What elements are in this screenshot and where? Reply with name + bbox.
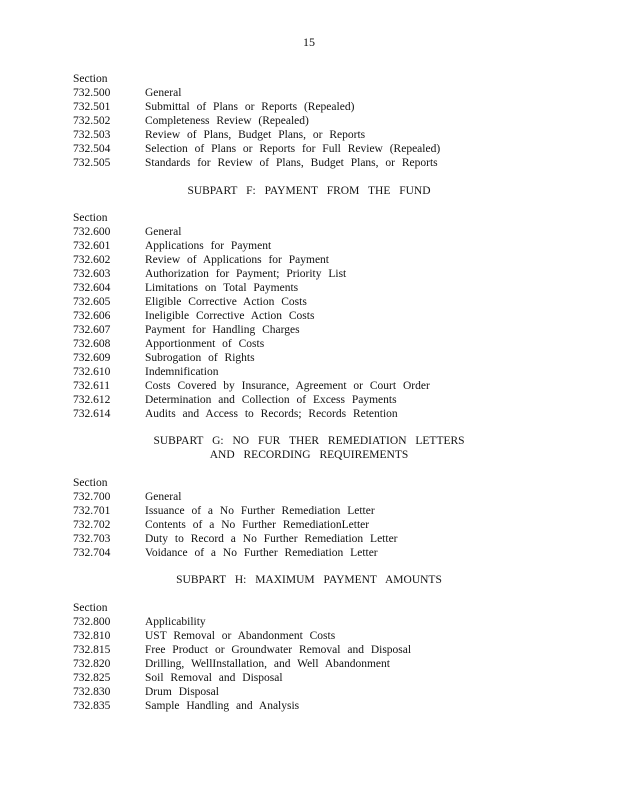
section-row bbox=[73, 86, 553, 100]
section-list-700 bbox=[73, 476, 553, 560]
section-number: 732.810 bbox=[73, 630, 111, 642]
section-title: Selection of Plans or Reports for Full Review (Repealed) bbox=[145, 143, 441, 155]
section-title: Limitations on Total Payments bbox=[145, 282, 299, 294]
section-number: 732.503 bbox=[73, 129, 111, 141]
section-number: 732.800 bbox=[73, 616, 111, 628]
section-title: Applicability bbox=[145, 616, 206, 628]
section-row bbox=[73, 128, 553, 142]
section-row bbox=[73, 393, 553, 407]
section-number: 732.605 bbox=[73, 296, 111, 308]
section-number: 732.502 bbox=[73, 115, 111, 127]
section-label: Section bbox=[73, 212, 108, 224]
section-title: Drum Disposal bbox=[145, 686, 219, 698]
section-number: 732.611 bbox=[73, 380, 110, 392]
section-title: General bbox=[145, 226, 182, 238]
section-title: Duty to Record a No Further Remediation Letter bbox=[145, 533, 398, 545]
subpart-h-heading bbox=[0, 573, 618, 587]
section-number: 732.604 bbox=[73, 282, 111, 294]
section-title: Voidance of a No Further Remediation Letter bbox=[145, 547, 378, 559]
section-title: Audits and Access to Records; Records Retention bbox=[145, 408, 398, 420]
section-number: 732.704 bbox=[73, 547, 111, 559]
subpart-f-title: SUBPART F: PAYMENT FROM THE FUND bbox=[187, 185, 431, 197]
section-row bbox=[73, 100, 553, 114]
section-number: 732.603 bbox=[73, 268, 111, 280]
section-row bbox=[73, 295, 553, 309]
section-row bbox=[73, 239, 553, 253]
section-title: General bbox=[145, 87, 182, 99]
section-title: Sample Handling and Analysis bbox=[145, 700, 300, 712]
section-row bbox=[73, 225, 553, 239]
subpart-g-heading bbox=[0, 434, 618, 462]
section-row bbox=[73, 407, 553, 421]
section-row bbox=[73, 351, 553, 365]
page-number: 15 bbox=[303, 35, 315, 49]
section-title: Issuance of a No Further Remediation Letter bbox=[145, 505, 375, 517]
section-row bbox=[73, 337, 553, 351]
section-number: 732.614 bbox=[73, 408, 111, 420]
section-number: 732.700 bbox=[73, 491, 111, 503]
section-row bbox=[73, 699, 553, 713]
section-row bbox=[73, 518, 553, 532]
subpart-h-title: SUBPART H: MAXIMUM PAYMENT AMOUNTS bbox=[176, 574, 442, 586]
section-number: 732.701 bbox=[73, 505, 111, 517]
section-title: Drilling, WellInstallation, and Well Abandonment bbox=[145, 658, 390, 670]
section-number: 732.702 bbox=[73, 519, 111, 531]
section-title: Determination and Collection of Excess Payments bbox=[145, 394, 397, 406]
section-title: General bbox=[145, 491, 182, 503]
section-row bbox=[73, 142, 553, 156]
section-row bbox=[73, 671, 553, 685]
section-number: 732.600 bbox=[73, 226, 111, 238]
subpart-g-title-line1: SUBPART G: NO FUR THER REMEDIATION LETTERS bbox=[153, 435, 465, 447]
section-row bbox=[73, 504, 553, 518]
section-title: Ineligible Corrective Action Costs bbox=[145, 310, 315, 322]
section-label: Section bbox=[73, 477, 108, 489]
section-title: Submittal of Plans or Reports (Repealed) bbox=[145, 101, 355, 113]
section-row bbox=[73, 253, 553, 267]
section-number: 732.815 bbox=[73, 644, 111, 656]
section-title: Costs Covered by Insurance, Agreement or Court Order bbox=[145, 380, 430, 392]
section-title: Review of Plans, Budget Plans, or Reports bbox=[145, 129, 366, 141]
section-number: 732.602 bbox=[73, 254, 111, 266]
section-number: 732.703 bbox=[73, 533, 111, 545]
section-row bbox=[73, 323, 553, 337]
section-row bbox=[73, 309, 553, 323]
section-title: UST Removal or Abandonment Costs bbox=[145, 630, 336, 642]
section-number: 732.825 bbox=[73, 672, 111, 684]
section-number: 732.609 bbox=[73, 352, 111, 364]
section-number: 732.505 bbox=[73, 157, 111, 169]
section-number: 732.610 bbox=[73, 366, 111, 378]
section-row bbox=[73, 490, 553, 504]
section-row bbox=[73, 114, 553, 128]
section-title: Applications for Payment bbox=[145, 240, 272, 252]
section-label: Section bbox=[73, 73, 108, 85]
section-list-800 bbox=[73, 601, 553, 713]
section-number: 732.607 bbox=[73, 324, 111, 336]
section-row bbox=[73, 629, 553, 643]
section-number: 732.820 bbox=[73, 658, 111, 670]
section-number: 732.601 bbox=[73, 240, 111, 252]
section-title: Apportionment of Costs bbox=[145, 338, 265, 350]
section-title: Eligible Corrective Action Costs bbox=[145, 296, 307, 308]
section-row bbox=[73, 365, 553, 379]
section-row bbox=[73, 532, 553, 546]
section-number: 732.612 bbox=[73, 394, 111, 406]
section-row bbox=[73, 685, 553, 699]
section-title: Standards for Review of Plans, Budget Plans, or Reports bbox=[145, 157, 438, 169]
section-number: 732.830 bbox=[73, 686, 111, 698]
section-row bbox=[73, 546, 553, 560]
section-title: Free Product or Groundwater Removal and Disposal bbox=[145, 644, 412, 656]
section-title: Contents of a No Further RemediationLetter bbox=[145, 519, 370, 531]
section-title: Completeness Review (Repealed) bbox=[145, 115, 309, 127]
section-number: 732.501 bbox=[73, 101, 111, 113]
section-number: 732.606 bbox=[73, 310, 111, 322]
section-row bbox=[73, 643, 553, 657]
section-row bbox=[73, 156, 553, 170]
section-list-600 bbox=[73, 211, 553, 421]
section-label: Section bbox=[73, 602, 108, 614]
section-title: Indemnification bbox=[145, 366, 219, 378]
section-title: Authorization for Payment; Priority List bbox=[145, 268, 347, 280]
section-row bbox=[73, 379, 553, 393]
section-row bbox=[73, 267, 553, 281]
section-number: 732.608 bbox=[73, 338, 111, 350]
section-title: Payment for Handling Charges bbox=[145, 324, 300, 336]
section-list-500 bbox=[73, 72, 553, 170]
subpart-f-heading bbox=[0, 184, 618, 198]
section-number: 732.500 bbox=[73, 87, 111, 99]
section-title: Review of Applications for Payment bbox=[145, 254, 329, 266]
section-row bbox=[73, 281, 553, 295]
section-row bbox=[73, 657, 553, 671]
section-title: Soil Removal and Disposal bbox=[145, 672, 283, 684]
section-title: Subrogation of Rights bbox=[145, 352, 255, 364]
subpart-g-title-line2: AND RECORDING REQUIREMENTS bbox=[209, 449, 409, 461]
section-row bbox=[73, 615, 553, 629]
section-number: 732.835 bbox=[73, 700, 111, 712]
section-number: 732.504 bbox=[73, 143, 111, 155]
